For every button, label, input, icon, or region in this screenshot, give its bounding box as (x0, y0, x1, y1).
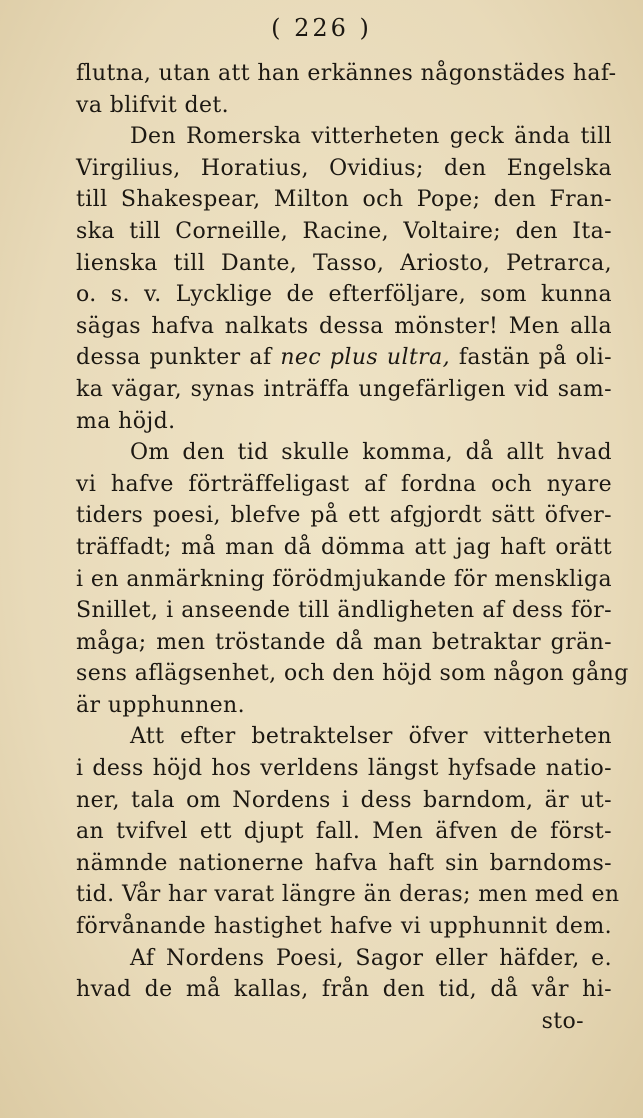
text-line: sens aflägsenhet, och den höjd som någon gång (76, 661, 629, 687)
text-line (76, 342, 612, 374)
text-line: ska till Corneille, Racine, Voltaire; den Ita- (76, 218, 612, 244)
text-segment: fastän på oli- (450, 345, 612, 371)
text-line: ma höjd. (76, 408, 176, 434)
text-segment: dessa punkter af (76, 345, 281, 371)
text-line: nämnde nationerne hafva haft sin barndoms- (76, 850, 612, 876)
text-line: ka vägar, synas inträffa ungefärligen vid sam- (76, 376, 612, 402)
text-line: tiders poesi, blefve på ett afgjordt sätt öfver- (76, 503, 612, 529)
text-line: hvad de må kallas, från den tid, då vår hi- (76, 977, 612, 1003)
text-line: i en anmärkning förödmjukande för menskliga (76, 566, 612, 592)
text-line: va blifvit det. (76, 92, 230, 118)
text-line: Af Nordens Poesi, Sagor eller häfder, e. (130, 945, 612, 971)
text-line: träffadt; må man då dömma att jag haft orätt (76, 534, 612, 560)
text-line: ner, tala om Nordens i dess barndom, är ut- (76, 787, 612, 813)
text-line: förvånande hastighet hafve vi upphunnit dem. (76, 914, 612, 940)
text-line: an tvifvel ett djupt fall. Men äfven de först- (76, 819, 612, 845)
text-line: vi hafve förträffeligast af fordna och nyare (76, 471, 612, 497)
text-line: Den Romerska vitterheten geck ända till (130, 124, 612, 150)
text-line: sägas hafva nalkats dessa mönster! Men alla (76, 313, 612, 339)
italic-phrase: nec plus ultra, (280, 345, 451, 371)
text-line: Om den tid skulle komma, då allt hvad (130, 440, 612, 466)
page-number: ( 226 ) (271, 14, 372, 42)
text-line: o. s. v. Lycklige de efterföljare, som kunna (76, 282, 612, 308)
text-line: i dess höjd hos verldens längst hyfsade natio- (76, 756, 612, 782)
text-line: Virgilius, Horatius, Ovidius; den Engelska (76, 155, 612, 181)
text-line: Snillet, i anseende till ändligheten af dess för- (76, 598, 612, 624)
text-line: är upphunnen. (76, 692, 246, 718)
catchword: sto- (541, 1008, 584, 1034)
text-line: flutna, utan att han erkännes någonstädes haf- (76, 61, 617, 86)
text-line: lienska till Dante, Tasso, Ariosto, Petrarca, (76, 250, 612, 276)
text-line: till Shakespear, Milton och Pope; den Fran- (76, 187, 612, 213)
body-text (76, 58, 629, 1037)
text-line: Att efter betraktelser öfver vitterheten (130, 724, 612, 750)
text-line: tid. Vår har varat längre än deras; men med en (76, 882, 620, 908)
text-line: måga; men tröstande då man betraktar grän- (76, 629, 612, 655)
